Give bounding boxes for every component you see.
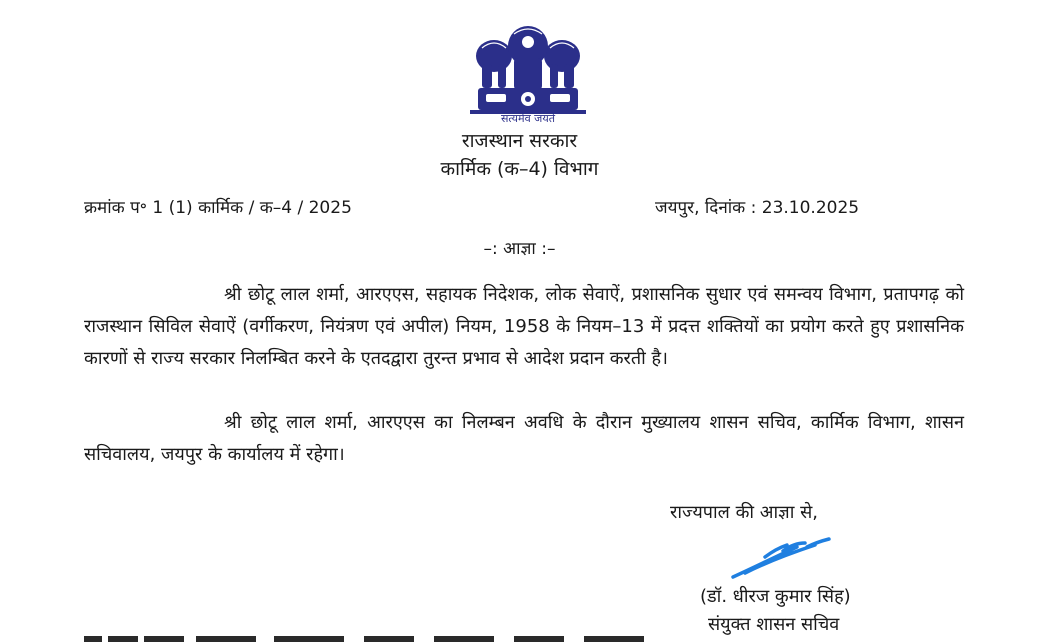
emblem-motto: सत्यमेव जयते	[500, 112, 555, 125]
department-heading: कार्मिक (क–4) विभाग	[440, 158, 599, 180]
place-and-date: जयपुर, दिनांक : 23.10.2025	[655, 198, 860, 218]
signatory-designation: संयुक्त शासन सचिव	[708, 614, 840, 635]
reference-number: क्रमांक प॰ 1 (1) कार्मिक / क–4 / 2025	[84, 198, 352, 218]
order-paragraph-2: श्री छोटू लाल शर्मा, आरएएस का निलम्बन अवधि के दौरान मुख्यालय शासन सचिव, कार्मिक विभाग, शासन सचिवालय, जयपुर के कार्यालय में रहेगा।	[84, 412, 964, 465]
cut-off-line	[84, 630, 654, 642]
order-paragraph-1: श्री छोटू लाल शर्मा, आरएएस, सहायक निदेशक, लोक सेवाऐं, प्रशासनिक सुधार एवं समन्वय विभाग, प्रतापगढ़ को राजस्थान सिविल सेवाऐं (वर्गीकरण, नियंत्रण एवं अपील) नियम, 1958 के नियम–13 में प्रदत्त शक्तियों का प्रयोग करते हुए प्रशासनिक कारणों से राज्य सरकार निलम्बित करने के एतदद्वारा तुरन्त प्रभाव से आदेश प्रदान करती है।	[84, 284, 964, 369]
government-heading: राजस्थान सरकार	[461, 130, 578, 152]
by-order-line: राज्यपाल की आज्ञा से,	[670, 502, 818, 523]
signature-icon	[725, 533, 835, 583]
order-title: –: आज्ञा :–	[483, 239, 556, 259]
signatory-name: (डॉ. धीरज कुमार सिंह)	[700, 586, 851, 607]
national-emblem-icon	[470, 18, 586, 124]
